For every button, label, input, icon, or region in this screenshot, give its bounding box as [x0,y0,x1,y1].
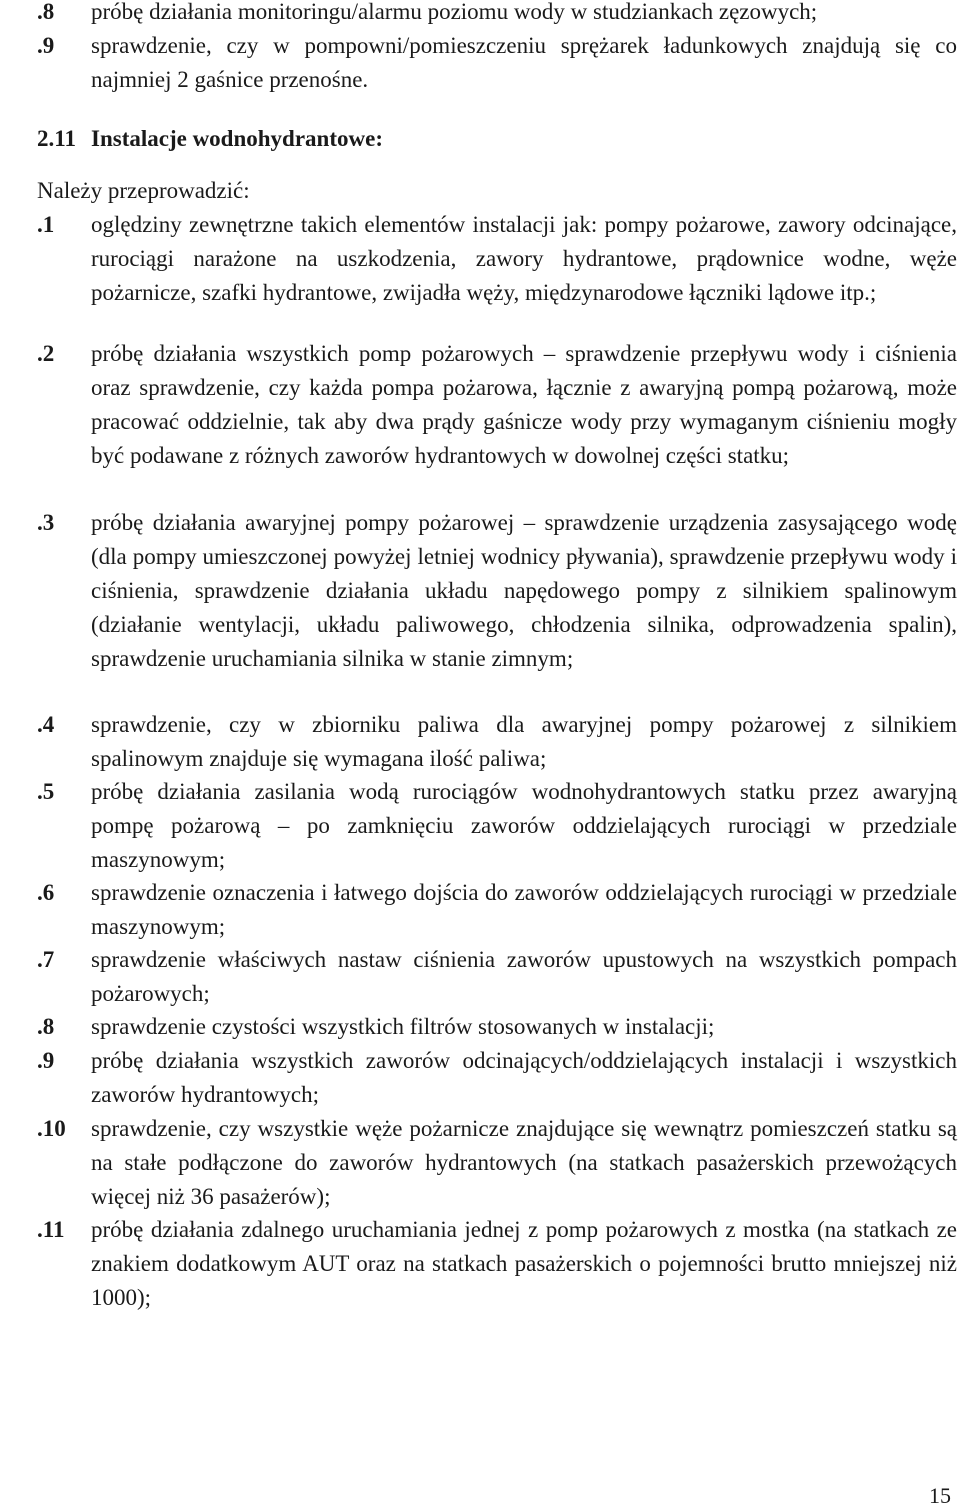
section-title: Instalacje wodnohydrantowe: [91,126,383,151]
item-text: próbę działania monitoringu/alarmu poziomu wody w studziankach zęzowych; [91,0,818,24]
section-number: 2.11 [37,126,76,151]
item-text: próbę działania wszystkich zaworów odcinających/oddzielających instalacji i wszystkich zaworów hydrantowych; [91,1048,957,1107]
item-text: próbę działania awaryjnej pompy pożarowej – sprawdzenie urządzenia zasysającego wodę (dla pompy umieszczonej powyżej letniej wodnicy pływania), sprawdzenie przepływu wody i ciśnienia, sprawdzenie działania układu napędowego pompy z silnikiem spalinowym (działanie wentylacji, układu paliwowego, chłodzenia silnika, odprowadzenia spalin), sprawdzenie uruchamiania silnika w stanie zimnym; [91,510,957,671]
page-number: 15 [929,1483,951,1508]
item-text: sprawdzenie, czy wszystkie węże pożarnicze znajdujące się wewnątrz pomieszczeń statku są na stałe podłączone do zaworów hydrantowych (na statkach pasażerskich przewożących więcej niż 36 pasażerów); [91,1116,957,1209]
item-number: .4 [37,712,55,737]
item-text: sprawdzenie właściwych nastaw ciśnienia zaworów upustowych na wszystkich pompach pożarowych; [91,947,957,1006]
item-number: .7 [37,947,55,972]
intro-text: Należy przeprowadzić: [37,178,250,203]
item-text: sprawdzenie czystości wszystkich filtrów stosowanych w instalacji; [91,1014,715,1039]
item-number: .9 [37,1048,55,1073]
item-text: sprawdzenie oznaczenia i łatwego dojścia do zaworów oddzielających rurociągi w przedziale maszynowym; [91,880,957,939]
item-text: próbę działania zasilania wodą rurociągów wodnohydrantowych statku przez awaryjną pompę pożarową – po zamknięciu zaworów oddzielających rurociągi w przedziale maszynowym; [91,779,957,872]
item-number: .2 [37,341,55,366]
item-text: próbę działania wszystkich pomp pożarowych – sprawdzenie przepływu wody i ciśnienia oraz sprawdzenie, czy każda pompa pożarowa, łącznie z awaryjną pompą pożarową, może pracować oddzielnie, tak aby dwa prądy gaśnicze wody przy wymaganym ciśnieniu mogły być podawane z różnych zaworów hydrantowych w dowolnej części statku; [91,341,957,468]
item-text: sprawdzenie, czy w pompowni/pomieszczeniu sprężarek ładunkowych znajdują się co najmniej 2 gaśnice przenośne. [91,33,957,92]
item-number: .11 [37,1217,65,1242]
item-number: .10 [37,1116,66,1141]
item-number: .5 [37,779,55,804]
item-text: sprawdzenie, czy w zbiorniku paliwa dla awaryjnej pompy pożarowej z silnikiem spalinowym znajduje się wymagana ilość paliwa; [91,712,957,771]
item-number: .8 [37,1014,55,1039]
section-heading [37,122,383,156]
item-text: oględziny zewnętrzne takich elementów instalacji jak: pompy pożarowe, zawory odcinające, rurociągi narażone na uszkodzenia, zawory hydrantowe, prądownice wodne, węże pożarnicze, szafki hydrantowe, zwijadła węży, międzynarodowe łączniki lądowe itp.; [91,212,957,305]
item-number: .9 [37,33,55,58]
item-number: .3 [37,510,55,535]
item-number: .8 [37,0,55,24]
item-text: próbę działania zdalnego uruchamiania jednej z pomp pożarowych z mostka (na statkach ze znakiem dodatkowym AUT oraz na statkach pasażerskich o pojemności brutto mniejszej niż 1000); [91,1217,957,1310]
item-number: .1 [37,212,55,237]
item-number: .6 [37,880,55,905]
